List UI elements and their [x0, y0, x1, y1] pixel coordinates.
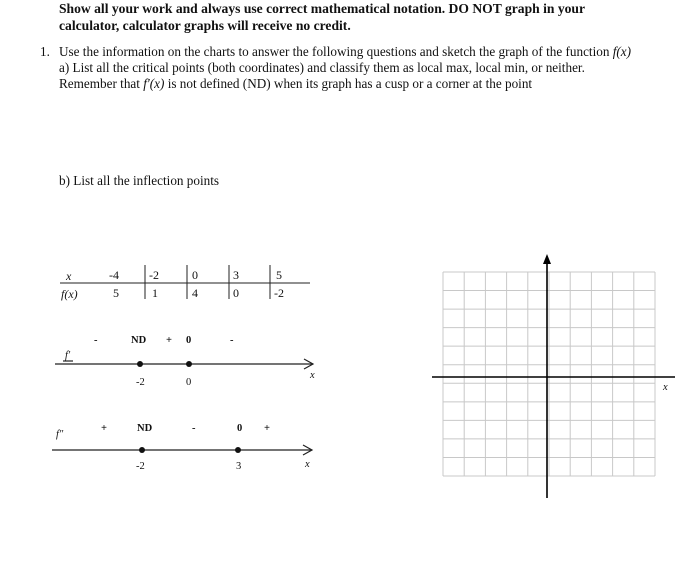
inflection-point-dot	[139, 447, 145, 453]
table-x-value: -4	[109, 268, 119, 282]
function-name: f(x)	[612, 44, 632, 59]
instructions-line-2: calculator, calculator graphs will receive no credit.	[59, 18, 351, 33]
critical-point-label: -2	[136, 377, 145, 388]
sign-label: -	[230, 335, 234, 346]
inflection-point-label: -2	[136, 461, 145, 472]
table-fx-value: 0	[233, 286, 239, 300]
f-double-prime-label: f″	[56, 429, 64, 440]
table-fx-value: -2	[274, 286, 284, 300]
critical-point-dot	[186, 361, 192, 367]
critical-point-label: 0	[186, 377, 192, 388]
question-number: 1.	[40, 44, 50, 59]
table-fx-value: 5	[113, 286, 119, 300]
critical-point-dot	[137, 361, 143, 367]
sign-label: -	[94, 335, 98, 346]
table-x-value: 5	[276, 268, 282, 282]
sign-label: +	[101, 423, 107, 434]
sign-label: +	[264, 423, 270, 434]
f-prime-axis-label: x	[310, 370, 315, 381]
f-double-prime-number-line	[52, 445, 312, 455]
grid-y-arrowhead	[543, 254, 551, 264]
part-a-note-func: f′(x)	[143, 76, 165, 91]
part-b-prompt: b) List all the inflection points	[59, 173, 220, 188]
question-intro-text: Use the information on the charts to answer the following questions and sketch the graph of the function	[59, 44, 610, 59]
sign-label: ND	[131, 335, 147, 346]
sign-label: 0	[237, 423, 243, 434]
grid-x-axis-label: x	[663, 382, 668, 393]
f-prime-label: f′	[65, 350, 71, 361]
sign-label: +	[166, 335, 172, 346]
table-x-value: 0	[192, 268, 198, 282]
inflection-point-label: 3	[236, 461, 242, 472]
table-x-value: 3	[233, 268, 239, 282]
table-fx-label: f(x)	[61, 287, 78, 301]
sign-label: -	[192, 423, 196, 434]
part-a-prompt: a) List all the critical points (both coordinates) and classify them as local max, local min, or neither.	[59, 60, 585, 75]
graph-paper-grid	[443, 272, 655, 476]
table-fx-value: 1	[152, 286, 158, 300]
table-fx-value: 4	[192, 286, 198, 300]
sign-label: 0	[186, 335, 192, 346]
table-x-value: -2	[149, 268, 159, 282]
f-double-prime-axis-label: x	[305, 459, 310, 470]
value-table-lines	[60, 265, 310, 299]
part-a-note-post: is not defined (ND) when its graph has a cusp or a corner at the point	[167, 76, 533, 91]
part-a-note-pre: Remember that	[59, 76, 140, 91]
sign-label: ND	[137, 423, 153, 434]
table-x-label: x	[66, 269, 72, 283]
inflection-point-dot	[235, 447, 241, 453]
instructions-line-1: Show all your work and always use correct mathematical notation. DO NOT graph in your	[59, 1, 586, 16]
f-prime-number-line	[55, 359, 313, 369]
